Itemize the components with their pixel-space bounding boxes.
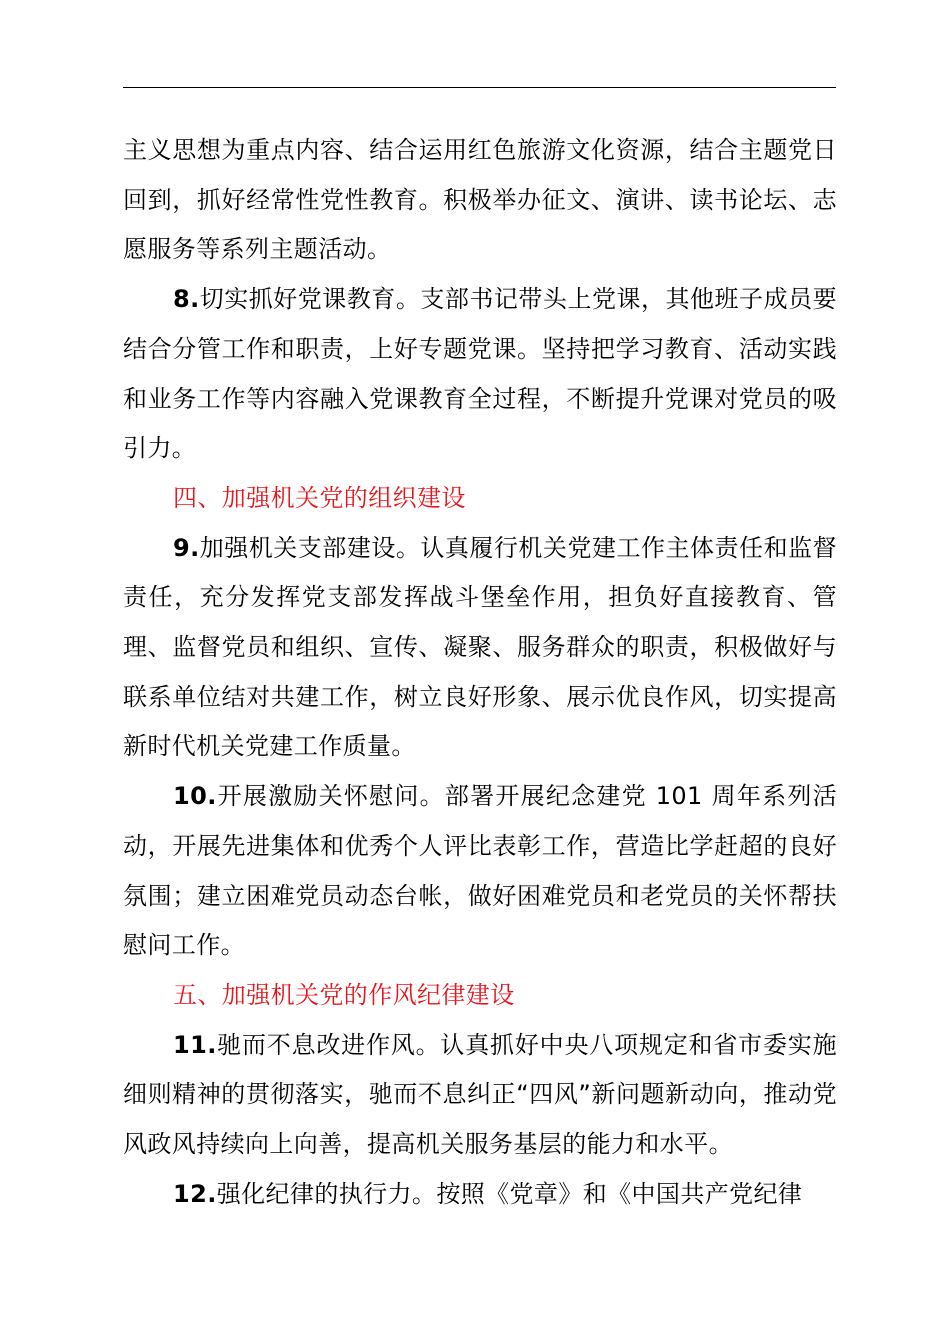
item-number: 10. — [173, 782, 217, 811]
item-text: 切实抓好党课教育。支部书记带头上党课，其他班子成员要结合分管工作和职责，上好专题党课。坚持把学习教育、活动实践和业务工作等内容融入党课教育全过程，不断提升党课对党员的吸引力。 — [123, 285, 837, 463]
item-text: 强化纪律的执行力。按照《党章》和《中国共产党纪律 — [216, 1179, 803, 1208]
section-heading-5: 五、加强机关党的作风纪律建设 — [173, 980, 515, 1009]
paragraph-item-10 — [123, 772, 837, 971]
item-number: 8. — [173, 285, 200, 314]
document-body — [123, 126, 837, 1219]
paragraph-item-8 — [123, 275, 837, 474]
item-text: 驰而不息改进作风。认真抓好中央八项规定和省市委实施细则精神的贯彻落实，驰而不息纠正“四风”新问题新动向，推动党风政风持续向上向善，提高机关服务基层的能力和水平。 — [123, 1030, 837, 1159]
section-heading-4: 四、加强机关党的组织建设 — [173, 483, 466, 512]
header-rule — [123, 87, 836, 88]
item-number: 9. — [173, 533, 200, 562]
item-number: 11. — [173, 1030, 217, 1059]
paragraph-item-12 — [123, 1170, 837, 1220]
paragraph-continuation: 主义思想为重点内容、结合运用红色旅游文化资源，结合主题党日回到，抓好经常性党性教育。积极举办征文、演讲、读书论坛、志愿服务等系列主题活动。 — [123, 136, 837, 264]
item-text: 开展激励关怀慰问。部署开展纪念建党 101 周年系列活动，开展先进集体和优秀个人评比表彰工作，营造比学赶超的良好氛围；建立困难党员动态台帐，做好困难党员和老党员的关怀帮扶慰问工作。 — [123, 782, 837, 960]
paragraph-item-9 — [123, 524, 837, 773]
paragraph-item-11 — [123, 1021, 837, 1170]
item-text: 加强机关支部建设。认真履行机关党建工作主体责任和监督责任，充分发挥党支部发挥战斗堡垒作用，担负好直接教育、管理、监督党员和组织、宣传、凝聚、服务群众的职责，积极做好与联系单位结对共建工作，树立良好形象、展示优良作风，切实提高新时代机关党建工作质量。 — [123, 533, 837, 761]
item-number: 12. — [173, 1179, 217, 1208]
